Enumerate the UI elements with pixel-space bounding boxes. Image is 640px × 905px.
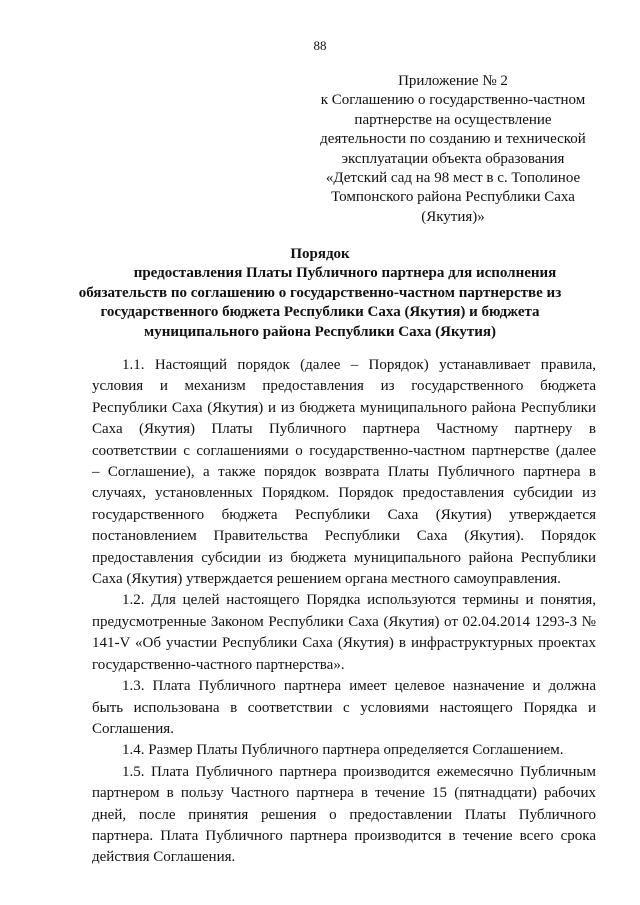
- paragraph-1-2: [92, 590, 596, 676]
- text-line: условия и механизм предоставления из государственного бюджета: [92, 378, 596, 395]
- text-line: быть использована в соответствии с условиями настоящего Порядка и: [92, 699, 596, 716]
- text-line: постановлением Правительства Республики Саха (Якутия). Порядок: [92, 528, 596, 545]
- appendix-line: к Соглашению о государственно-частном: [320, 92, 586, 109]
- text-line: Саха (Якутия) Платы Публичного партнера Частному партнеру в: [92, 421, 596, 438]
- text-line: 1.4. Размер Платы Публичного партнера определяется Соглашением.: [122, 742, 564, 759]
- text-line: дней, после принятия решения о предоставлении Платы Публичного: [92, 806, 596, 823]
- text-line: государственно-частного партнерства».: [92, 656, 345, 673]
- text-line: Саха (Якутия) утверждается решением органа местного самоуправления.: [92, 571, 561, 588]
- title-line: муниципального района Республики Саха (Якутия): [143, 323, 496, 340]
- title-line: обязательств по соглашению о государственно-частном партнерстве из: [78, 284, 562, 301]
- text-line: 141-V «Об участии Республики Саха (Якутия) в инфраструктурных проектах: [92, 635, 596, 652]
- title-line: государственного бюджета Республики Саха (Якутия) и бюджета: [100, 304, 540, 321]
- text-line: действия Соглашения.: [92, 849, 236, 866]
- text-line: партнера. Плата Публичного партнера производится в течение всего срока: [92, 827, 596, 844]
- appendix-line: Приложение № 2: [398, 73, 508, 89]
- appendix-line: деятельности по созданию и технической: [320, 131, 586, 148]
- text-line: случаях, установленных Порядком. Порядок предоставления субсидии из: [92, 485, 596, 502]
- paragraph-1-3: [92, 676, 596, 740]
- text-line: партнером в пользу Частного партнера в течение 15 (пятнадцати) рабочих: [92, 785, 596, 802]
- paragraph-1-1: [92, 355, 596, 590]
- text-line: 1.1. Настоящий порядок (далее – Порядок) устанавливает правила,: [122, 357, 596, 373]
- text-line: государственного бюджета Республики Саха (Якутия) утверждается: [92, 506, 596, 523]
- text-line: 1.3. Плата Публичного партнера имеет целевое назначение и должна: [122, 678, 596, 695]
- appendix-header: [318, 72, 588, 227]
- text-line: предоставления субсидии из бюджета муниципального района Республики: [92, 549, 596, 566]
- appendix-line: эксплуатации объекта образования: [341, 150, 565, 167]
- document-body: [92, 355, 596, 869]
- text-line: 1.5. Плата Публичного партнера производится ежемесячно Публичным: [122, 763, 596, 780]
- title-line: предоставления Платы Публичного партнера для исполнения: [133, 265, 557, 282]
- appendix-line: партнерстве на осуществление: [354, 111, 552, 128]
- text-line: – Соглашение), а также порядок возврата Платы Публичного партнера в: [92, 464, 596, 481]
- appendix-line: Томпонского района Республики Саха: [331, 189, 575, 206]
- text-line: 1.2. Для целей настоящего Порядка используются термины и понятия,: [122, 592, 596, 609]
- title-heading: Порядок: [290, 246, 350, 262]
- appendix-line: (Якутия)»: [421, 208, 485, 225]
- page-number: 88: [313, 38, 327, 53]
- text-line: предусмотренные Законом Республики Саха (Якутия) от 02.04.2014 1293-З №: [92, 613, 596, 630]
- document-title: [60, 245, 580, 342]
- text-line: Соглашения.: [92, 720, 174, 737]
- paragraph-1-5: [92, 762, 596, 869]
- text-line: соответствии с соглашениями о государственно-частном партнерстве (далее: [92, 442, 596, 459]
- text-line: Республики Саха (Якутия) и из бюджета муниципального района Республики: [92, 399, 596, 416]
- paragraph-1-4: [92, 740, 596, 761]
- appendix-line: «Детский сад на 98 мест в с. Тополиное: [325, 170, 581, 187]
